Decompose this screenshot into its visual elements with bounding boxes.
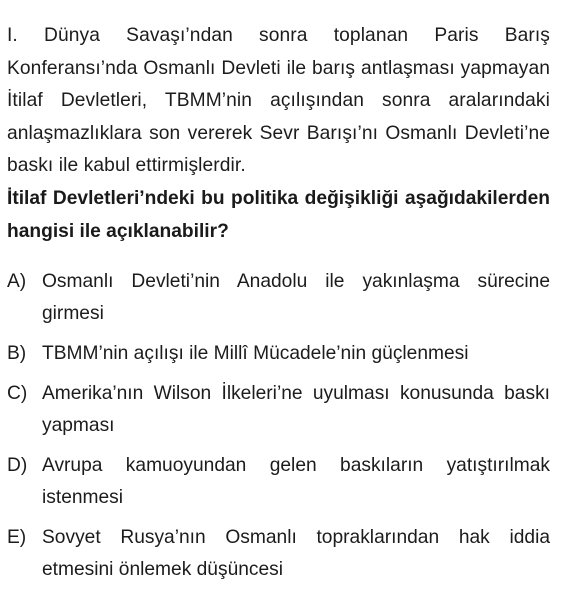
option-c-letter: C) — [7, 383, 28, 404]
option-c-text: Amerika’nın Wilson İlkeleri’ne uyulması konusunda baskı yapması — [42, 383, 550, 436]
option-d-text: Avrupa kamuoyundan gelen baskıların yatıştırılmak istenmesi — [42, 455, 550, 508]
option-d-letter: D) — [7, 455, 28, 476]
question-block — [7, 20, 550, 248]
option-b[interactable] — [7, 338, 550, 370]
option-a-text: Osmanlı Devleti’nin Anadolu ile yakınlaşma sürecine girmesi — [42, 271, 550, 324]
option-e[interactable] — [7, 522, 550, 586]
option-e-text: Sovyet Rusya’nın Osmanlı topraklarından hak iddia etmesini önlemek düşüncesi — [42, 527, 550, 580]
option-e-letter: E) — [7, 527, 27, 548]
option-b-text: TBMM’nin açılışı ile Millî Mücadele’nin güçlenmesi — [42, 343, 469, 364]
option-b-letter: B) — [7, 343, 27, 364]
option-d[interactable] — [7, 450, 550, 514]
option-c[interactable] — [7, 378, 550, 442]
answer-options — [7, 266, 550, 586]
question-stem: I. Dünya Savaşı’ndan sonra toplanan Paris Barış Konferansı’nda Osmanlı Devleti ile barış antlaşması yapmayan İtilaf Devletleri, TBMM’nin açılışından sonra aralarındaki anlaşmazlıklara son vererek Sevr Barışı’nı Osmanlı Devleti’ne baskı ile kabul ettirmişlerdir. — [7, 25, 550, 177]
option-a-letter: A) — [7, 271, 27, 292]
question-prompt: İtilaf Devletleri’ndeki bu politika değişikliği aşağıdakilerden hangisi ile açıklanabilir? — [7, 187, 550, 242]
option-a[interactable] — [7, 266, 550, 330]
